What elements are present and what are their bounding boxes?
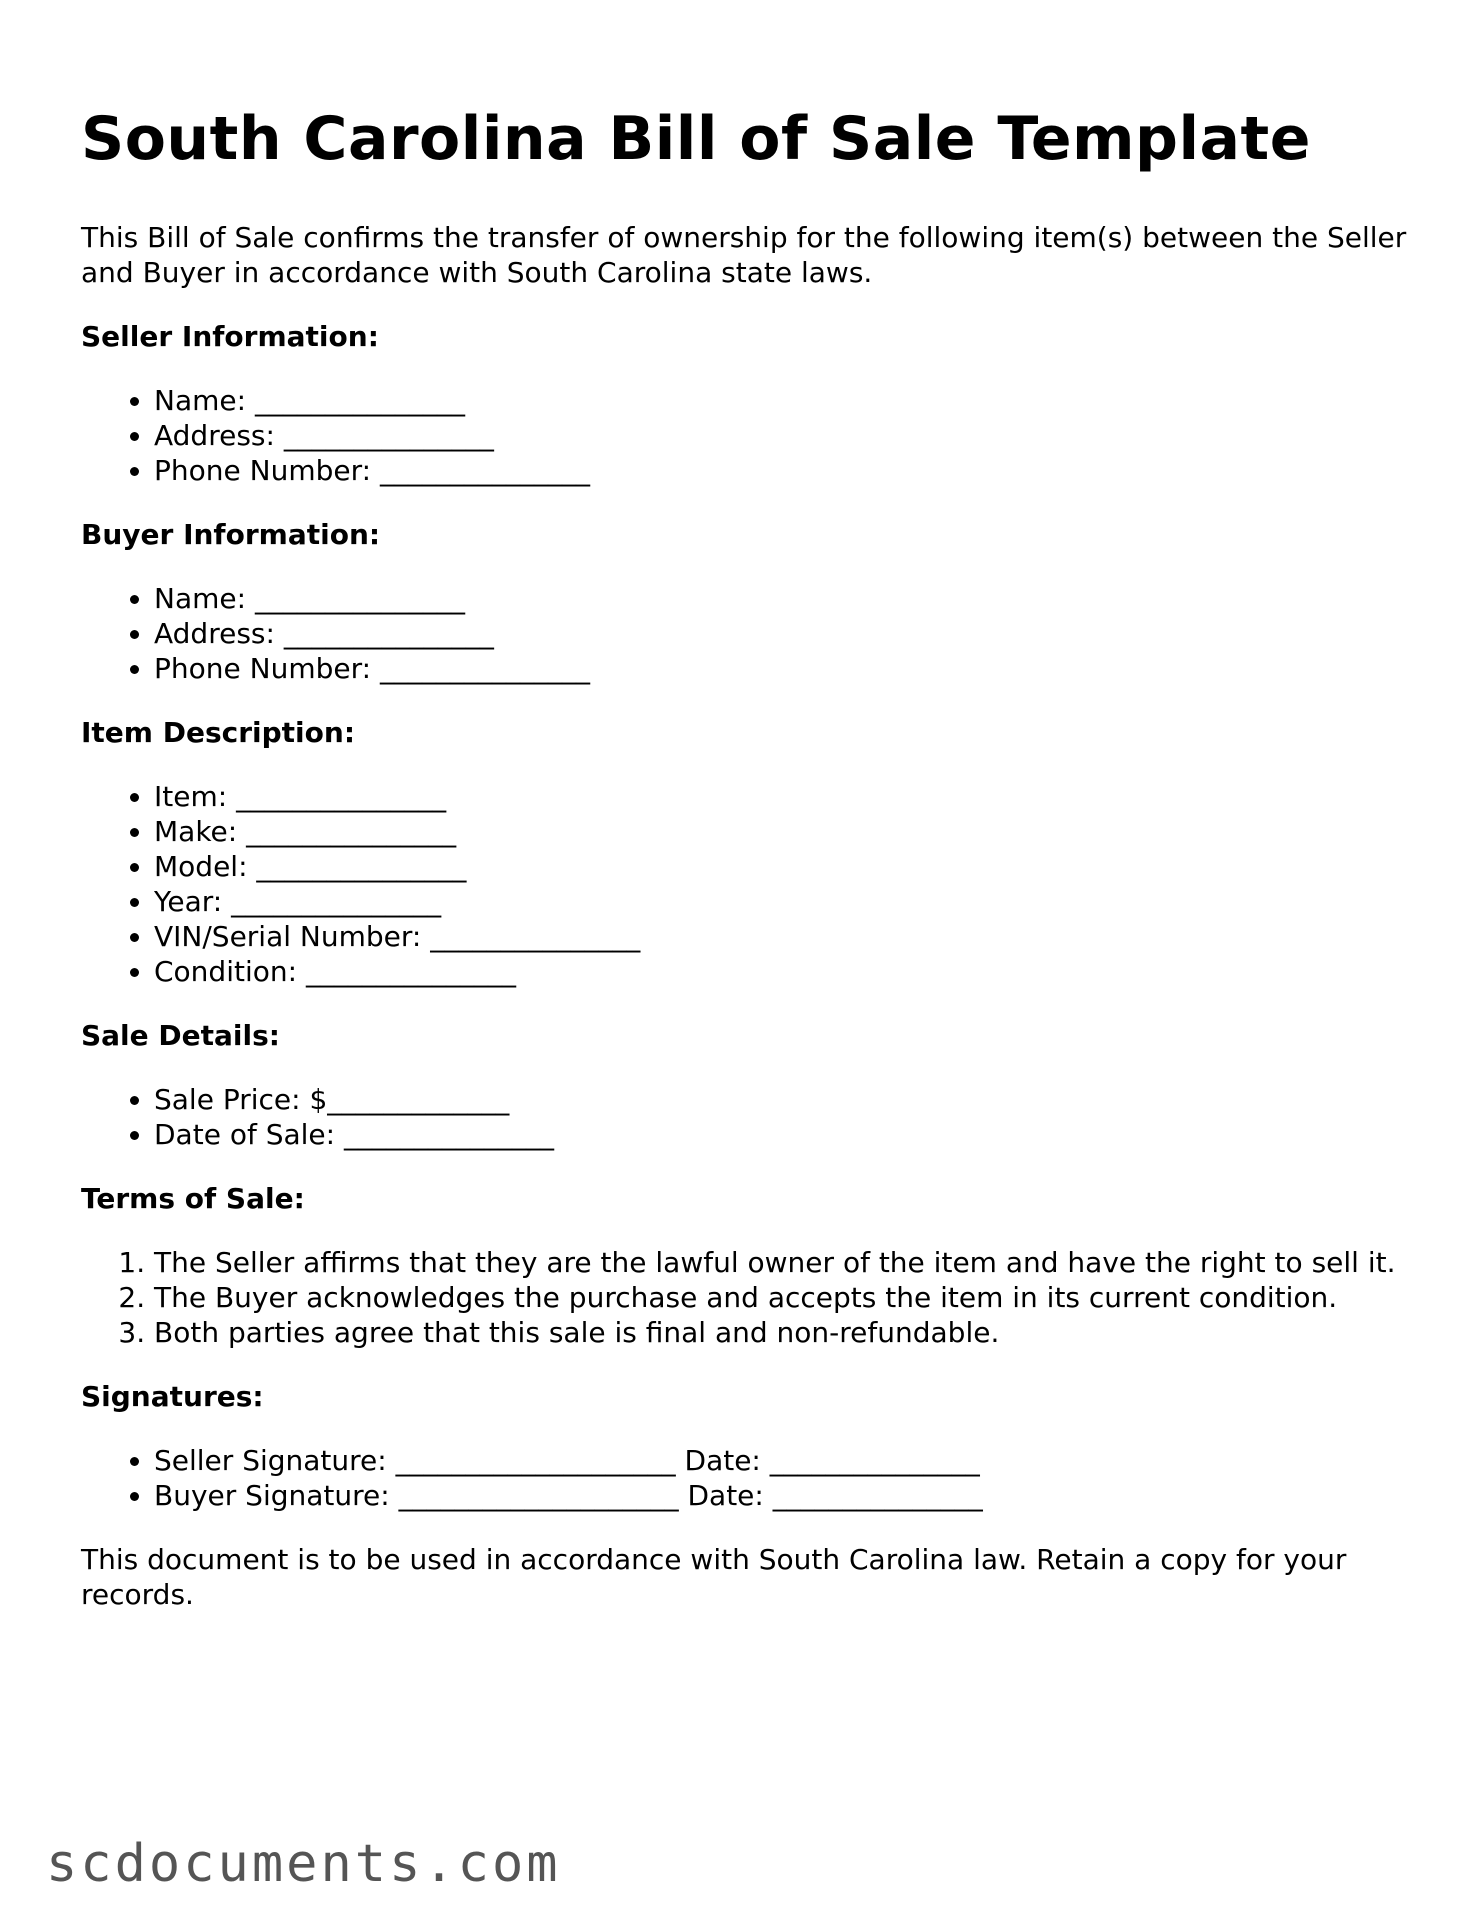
item-description-list xyxy=(81,779,1411,989)
sale-price-field: • Sale Price: $_____________ xyxy=(154,1082,1411,1117)
seller-signature-field: • Seller Signature: ____________________ Date: _______________ xyxy=(154,1443,1411,1478)
buyer-signature-field: • Buyer Signature: ____________________ Date: _______________ xyxy=(154,1478,1411,1513)
buyer-address-field: • Address: _______________ xyxy=(154,616,1411,651)
buyer-heading: Buyer Information: xyxy=(81,518,381,551)
signatures-list xyxy=(81,1443,1411,1513)
terms-heading: Terms of Sale: xyxy=(81,1182,305,1215)
seller-list xyxy=(81,383,1411,488)
item-description-heading: Item Description: xyxy=(81,716,356,749)
sale-details-heading: Sale Details: xyxy=(81,1019,280,1052)
document-page xyxy=(81,100,1411,1612)
intro-paragraph: This Bill of Sale confirms the transfer of ownership for the following item(s) between the Seller and Buyer in accordance with South Carolina state laws. xyxy=(81,221,1407,289)
term-item: 2. The Buyer acknowledges the purchase and accepts the item in its current condition. xyxy=(154,1280,1411,1315)
seller-heading: Seller Information: xyxy=(81,320,379,353)
terms-list xyxy=(81,1245,1411,1350)
term-item: 3. Both parties agree that this sale is final and non-refundable. xyxy=(154,1315,1411,1350)
buyer-list xyxy=(81,581,1411,686)
seller-address-field: • Address: _______________ xyxy=(154,418,1411,453)
footer-note: This document is to be used in accordance with South Carolina law. Retain a copy for your records. xyxy=(81,1543,1347,1611)
model-field: • Model: _______________ xyxy=(154,849,1411,884)
seller-phone-field: • Phone Number: _______________ xyxy=(154,453,1411,488)
buyer-phone-field: • Phone Number: _______________ xyxy=(154,651,1411,686)
watermark: scdocuments.com xyxy=(46,1834,561,1894)
make-field: • Make: _______________ xyxy=(154,814,1411,849)
seller-name-field: • Name: _______________ xyxy=(154,383,1411,418)
condition-field: • Condition: _______________ xyxy=(154,954,1411,989)
date-of-sale-field: • Date of Sale: _______________ xyxy=(154,1117,1411,1152)
signatures-heading: Signatures: xyxy=(81,1380,264,1413)
vin-serial-field: • VIN/Serial Number: _______________ xyxy=(154,919,1411,954)
term-item: 1. The Seller affirms that they are the lawful owner of the item and have the right to sell it. xyxy=(154,1245,1411,1280)
year-field: • Year: _______________ xyxy=(154,884,1411,919)
buyer-name-field: • Name: _______________ xyxy=(154,581,1411,616)
page-title: South Carolina Bill of Sale Template xyxy=(81,104,1311,174)
item-field: • Item: _______________ xyxy=(154,779,1411,814)
sale-details-list xyxy=(81,1082,1411,1152)
